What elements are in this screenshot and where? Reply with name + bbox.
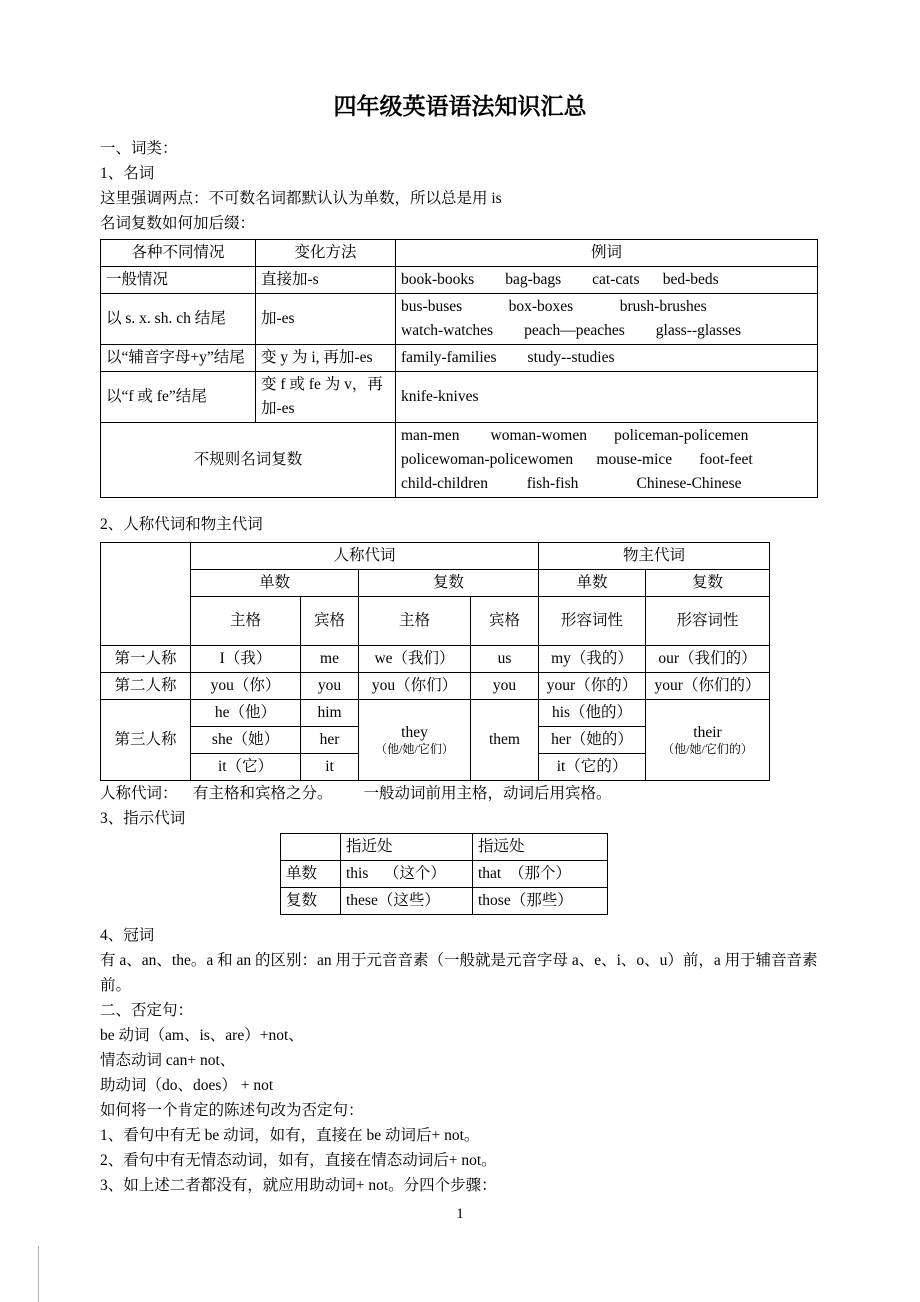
pronoun-table <box>100 542 770 781</box>
cell-examples: book-books bag-bags cat-cats bed-beds <box>396 267 818 294</box>
table-header-row <box>101 570 770 597</box>
cell-case: 以“辅音字母+y”结尾 <box>101 345 256 372</box>
table-row <box>101 294 818 345</box>
example-line: child-children fish-fish Chinese-Chinese <box>401 475 742 492</box>
cell-demonstrative: this （这个） <box>341 861 473 888</box>
cell-pronoun: you（你） <box>191 673 301 700</box>
negative-rule-auxiliary: 助动词（do、does） + not <box>100 1077 274 1094</box>
pronoun-word: their <box>693 724 722 741</box>
heading-pronouns: 2、人称代词和物主代词 <box>100 516 263 533</box>
noun-suffix-note: 名词复数如何加后缀： <box>100 215 256 232</box>
pronoun-gloss: （他/她/它们的） <box>662 742 753 756</box>
document-title: 四年级英语语法知识汇总 <box>333 93 587 119</box>
noun-note: 这里强调两点：不可数名词都默认认为单数，所以总是用 is <box>100 190 502 207</box>
pronoun-gloss: （他/她/它们） <box>375 742 454 756</box>
negative-step-3: 3、如上述二者都没有，就应用助动词+ not。分四个步骤： <box>100 1177 497 1194</box>
table-header-row <box>101 240 818 267</box>
cell-method: 变 f 或 fe 为 v，再加-es <box>256 372 396 423</box>
column-header-method: 变化方法 <box>256 240 396 267</box>
header-objective: 宾格 <box>301 597 359 646</box>
page-number: 1 <box>456 1206 464 1222</box>
negative-step-1: 1、看句中有无 be 动词，如有，直接在 be 动词后+ not。 <box>100 1127 480 1144</box>
cell-case: 以“f 或 fe”结尾 <box>101 372 256 423</box>
header-subjective: 主格 <box>359 597 471 646</box>
cell-irregular-label: 不规则名词复数 <box>101 423 396 498</box>
row-label-first-person: 第一人称 <box>101 646 191 673</box>
header-far: 指远处 <box>473 834 608 861</box>
header-near: 指近处 <box>341 834 473 861</box>
row-label-third-person: 第三人称 <box>101 700 191 781</box>
table-row <box>101 673 770 700</box>
cell-pronoun: her（她的） <box>539 727 646 754</box>
noun-plural-table <box>100 239 818 498</box>
cell-pronoun: we（我们） <box>359 646 471 673</box>
cell-pronoun: his（他的） <box>539 700 646 727</box>
cell-pronoun: you（你们） <box>359 673 471 700</box>
heading-word-classes: 一、词类： <box>100 140 178 157</box>
articles-body: 有 a、an、the。a 和 an 的区别：an 用于元音音素（一般就是元音字母 a、e、i、o、u）前，a 用于辅音音素前。 <box>100 952 818 994</box>
blank-cell <box>281 834 341 861</box>
header-singular: 单数 <box>539 570 646 597</box>
cell-pronoun: your（你的） <box>539 673 646 700</box>
table-header-row <box>101 597 770 646</box>
cell-pronoun: him <box>301 700 359 727</box>
cell-case: 以 s. x. sh. ch 结尾 <box>101 294 256 345</box>
header-plural: 复数 <box>359 570 539 597</box>
table-row <box>101 700 770 727</box>
cell-pronoun: she（她） <box>191 727 301 754</box>
cell-demonstrative: these（这些） <box>341 888 473 915</box>
table-row <box>281 861 608 888</box>
page-margin-mark <box>38 1246 39 1302</box>
cell-pronoun: me <box>301 646 359 673</box>
row-label-plural: 复数 <box>281 888 341 915</box>
cell-pronoun-they <box>359 700 471 781</box>
cell-examples: knife-knives <box>396 372 818 423</box>
table-row <box>101 372 818 423</box>
header-possessive-pronoun: 物主代词 <box>539 543 770 570</box>
column-header-case: 各种不同情况 <box>101 240 256 267</box>
example-line: bus-buses box-boxes brush-brushes <box>401 298 707 315</box>
heading-demonstrative: 3、指示代词 <box>100 810 186 827</box>
table-header-row <box>101 543 770 570</box>
negative-step-2: 2、看句中有无情态动词，如有，直接在情态动词后+ not。 <box>100 1152 497 1169</box>
cell-pronoun: it（它） <box>191 754 301 781</box>
table-row <box>101 646 770 673</box>
cell-pronoun: you <box>471 673 539 700</box>
header-singular: 单数 <box>191 570 359 597</box>
cell-case: 一般情况 <box>101 267 256 294</box>
example-line: policewoman-policewomen mouse-mice foot-feet <box>401 451 753 468</box>
heading-nouns: 1、名词 <box>100 165 155 182</box>
cell-pronoun: he（他） <box>191 700 301 727</box>
header-personal-pronoun: 人称代词 <box>191 543 539 570</box>
cell-examples: family-families study--studies <box>396 345 818 372</box>
row-label-second-person: 第二人称 <box>101 673 191 700</box>
header-adjectival: 形容词性 <box>539 597 646 646</box>
cell-examples <box>396 294 818 345</box>
heading-negative-sentences: 二、否定句： <box>100 1002 194 1019</box>
example-line: watch-watches peach—peaches glass--glasses <box>401 322 742 339</box>
row-label-singular: 单数 <box>281 861 341 888</box>
cell-pronoun: us <box>471 646 539 673</box>
blank-cell <box>101 543 191 646</box>
negative-howto: 如何将一个肯定的陈述句改为否定句： <box>100 1102 364 1119</box>
cell-pronoun: I（我） <box>191 646 301 673</box>
table-header-row <box>281 834 608 861</box>
negative-rule-be: be 动词（am、is、are）+not、 <box>100 1027 304 1044</box>
table-row <box>101 423 818 498</box>
cell-pronoun: it <box>301 754 359 781</box>
cell-method: 变 y 为 i, 再加-es <box>256 345 396 372</box>
cell-demonstrative: those（那些） <box>473 888 608 915</box>
cell-pronoun-them: them <box>471 700 539 781</box>
header-plural: 复数 <box>646 570 770 597</box>
cell-method: 直接加-s <box>256 267 396 294</box>
demonstrative-table <box>280 833 608 915</box>
header-subjective: 主格 <box>191 597 301 646</box>
cell-method: 加-es <box>256 294 396 345</box>
cell-pronoun: her <box>301 727 359 754</box>
cell-pronoun: your（你们的） <box>646 673 770 700</box>
table-row <box>281 888 608 915</box>
negative-rule-modal: 情态动词 can+ not、 <box>100 1052 236 1069</box>
cell-pronoun: you <box>301 673 359 700</box>
cell-pronoun: our（我们的） <box>646 646 770 673</box>
example-line: man-men woman-women policeman-policemen <box>401 427 749 444</box>
cell-pronoun: my（我的） <box>539 646 646 673</box>
table-row <box>101 267 818 294</box>
cell-pronoun: it（它的） <box>539 754 646 781</box>
column-header-example: 例词 <box>396 240 818 267</box>
pronoun-word: they <box>401 724 428 741</box>
heading-articles: 4、冠词 <box>100 927 155 944</box>
cell-examples <box>396 423 818 498</box>
pronoun-footnote: 人称代词： 有主格和宾格之分。 一般动词前用主格，动词后用宾格。 <box>100 785 612 802</box>
table-row <box>101 345 818 372</box>
header-objective: 宾格 <box>471 597 539 646</box>
cell-pronoun-their <box>646 700 770 781</box>
cell-demonstrative: that （那个） <box>473 861 608 888</box>
header-adjectival: 形容词性 <box>646 597 770 646</box>
